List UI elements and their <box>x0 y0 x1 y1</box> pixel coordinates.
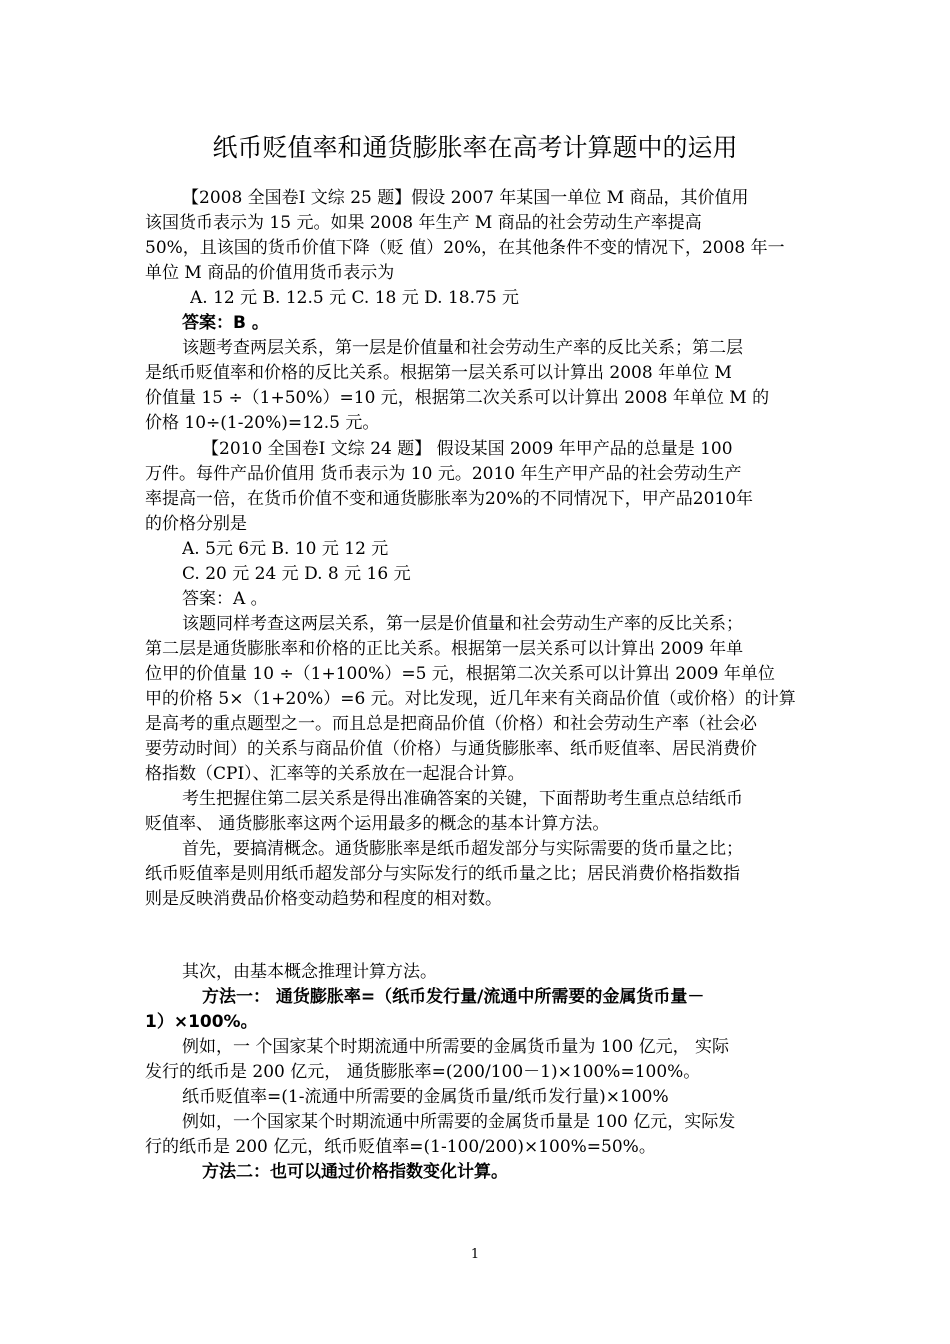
answer-line: 答案：B 。 <box>182 313 269 333</box>
page-title: 纸币贬值率和通货膨胀率在高考计算题中的运用 <box>212 133 738 162</box>
paragraph-line: 是高考的重点题型之一。而且总是把商品价值（价格）和社会劳动生产率（社会必 <box>145 714 757 734</box>
paragraph-line: 纸币贬值率是则用纸币超发部分与实际发行的纸币量之比；居民消费价格指数指 <box>145 864 740 884</box>
paragraph-line: 是纸币贬值率和价格的反比关系。根据第一层关系可以计算出 2008 年单位 M <box>145 363 732 383</box>
paragraph-line: 行的纸币是 200 亿元，纸币贬值率=(1-100/200)×100%=50%。 <box>145 1137 656 1157</box>
paragraph-line: 该题考查两层关系，第一层是价值量和社会劳动生产率的反比关系；第二层 <box>182 338 743 358</box>
paragraph-line: 【2008 全国卷Ⅰ 文综 25 题】假设 2007 年某国一单位 M 商品，其价值用 <box>182 188 749 208</box>
paragraph-line: 考生把握住第二层关系是得出准确答案的关键，下面帮助考生重点总结纸币 <box>182 789 743 809</box>
paragraph-line: 万件。每件产品价值用 货币表示为 10 元。2010 年生产甲产品的社会劳动生产 <box>145 464 742 484</box>
paragraph-line: 发行的纸币是 200 亿元， 通货膨胀率=(200/100－1)×100%=100%。 <box>145 1062 701 1082</box>
paragraph-line: 位甲的价值量 10 ÷（1+100%）=5 元，根据第二次关系可以计算出 2009 年单位 <box>145 664 775 684</box>
paragraph-line: 贬值率、 通货膨胀率这两个运用最多的概念的基本计算方法。 <box>145 814 610 834</box>
paragraph-line: 该国货币表示为 15 元。如果 2008 年生产 M 商品的社会劳动生产率提高 <box>145 213 702 233</box>
paragraph-line: 例如，一个国家某个时期流通中所需要的金属货币量是 100 亿元，实际发 <box>182 1112 736 1132</box>
paragraph-line: 价值量 15 ÷（1+50%）=10 元，根据第二次关系可以计算出 2008 年单位 M 的 <box>145 388 770 408</box>
paragraph-line: 甲的价格 5×（1+20%）=6 元。对比发现，近几年来有关商品价值（或价格）的计算 <box>145 689 796 709</box>
paragraph-line: 其次，由基本概念推理计算方法。 <box>182 962 437 982</box>
paragraph-line: 率提高一倍，在货币价值不变和通货膨胀率为20%的不同情况下，甲产品2010年 <box>145 489 754 509</box>
answer-line: 答案：A 。 <box>182 589 268 609</box>
paragraph-line: 则是反映消费品价格变动趋势和程度的相对数。 <box>145 889 502 909</box>
page-number: 1 <box>470 1247 480 1262</box>
method-heading: 方法二：也可以通过价格指数变化计算。 <box>202 1162 508 1182</box>
answer-options: A. 12 元 B. 12.5 元 C. 18 元 D. 18.75 元 <box>190 288 520 308</box>
paragraph-line: 首先，要搞清概念。通货膨胀率是纸币超发部分与实际需要的货币量之比； <box>182 839 743 859</box>
formula-line: 纸币贬值率=(1-流通中所需要的金属货币量/纸币发行量)×100% <box>182 1087 669 1107</box>
answer-options: A. 5元 6元 B. 10 元 12 元 <box>182 539 389 559</box>
paragraph-line: 50%，且该国的货币价值下降（贬 值）20%，在其他条件不变的情况下，2008 年一 <box>145 238 785 258</box>
paragraph-line: 该题同样考查这两层关系，第一层是价值量和社会劳动生产率的反比关系； <box>182 614 743 634</box>
paragraph-line: 例如，一 个国家某个时期流通中所需要的金属货币量为 100 亿元， 实际 <box>182 1037 730 1057</box>
paragraph-line: 的价格分别是 <box>145 514 247 534</box>
paragraph-line: 【2010 全国卷Ⅰ 文综 24 题】 假设某国 2009 年甲产品的总量是 100 <box>202 439 733 459</box>
method-heading: 1）×100%。 <box>145 1012 258 1032</box>
paragraph-line: 要劳动时间）的关系与商品价值（价格）与通货膨胀率、纸币贬值率、居民消费价 <box>145 739 757 759</box>
paragraph-line: 单位 M 商品的价值用货币表示为 <box>145 263 395 283</box>
method-heading: 方法一： 通货膨胀率=（纸币发行量/流通中所需要的金属货币量－ <box>202 987 705 1007</box>
paragraph-line: 价格 10÷(1-20%)=12.5 元。 <box>145 413 380 433</box>
paragraph-line: 第二层是通货膨胀率和价格的正比关系。根据第一层关系可以计算出 2009 年单 <box>145 639 744 659</box>
answer-options: C. 20 元 24 元 D. 8 元 16 元 <box>182 564 411 584</box>
paragraph-line: 格指数（CPI）、汇率等的关系放在一起混合计算。 <box>145 764 525 784</box>
